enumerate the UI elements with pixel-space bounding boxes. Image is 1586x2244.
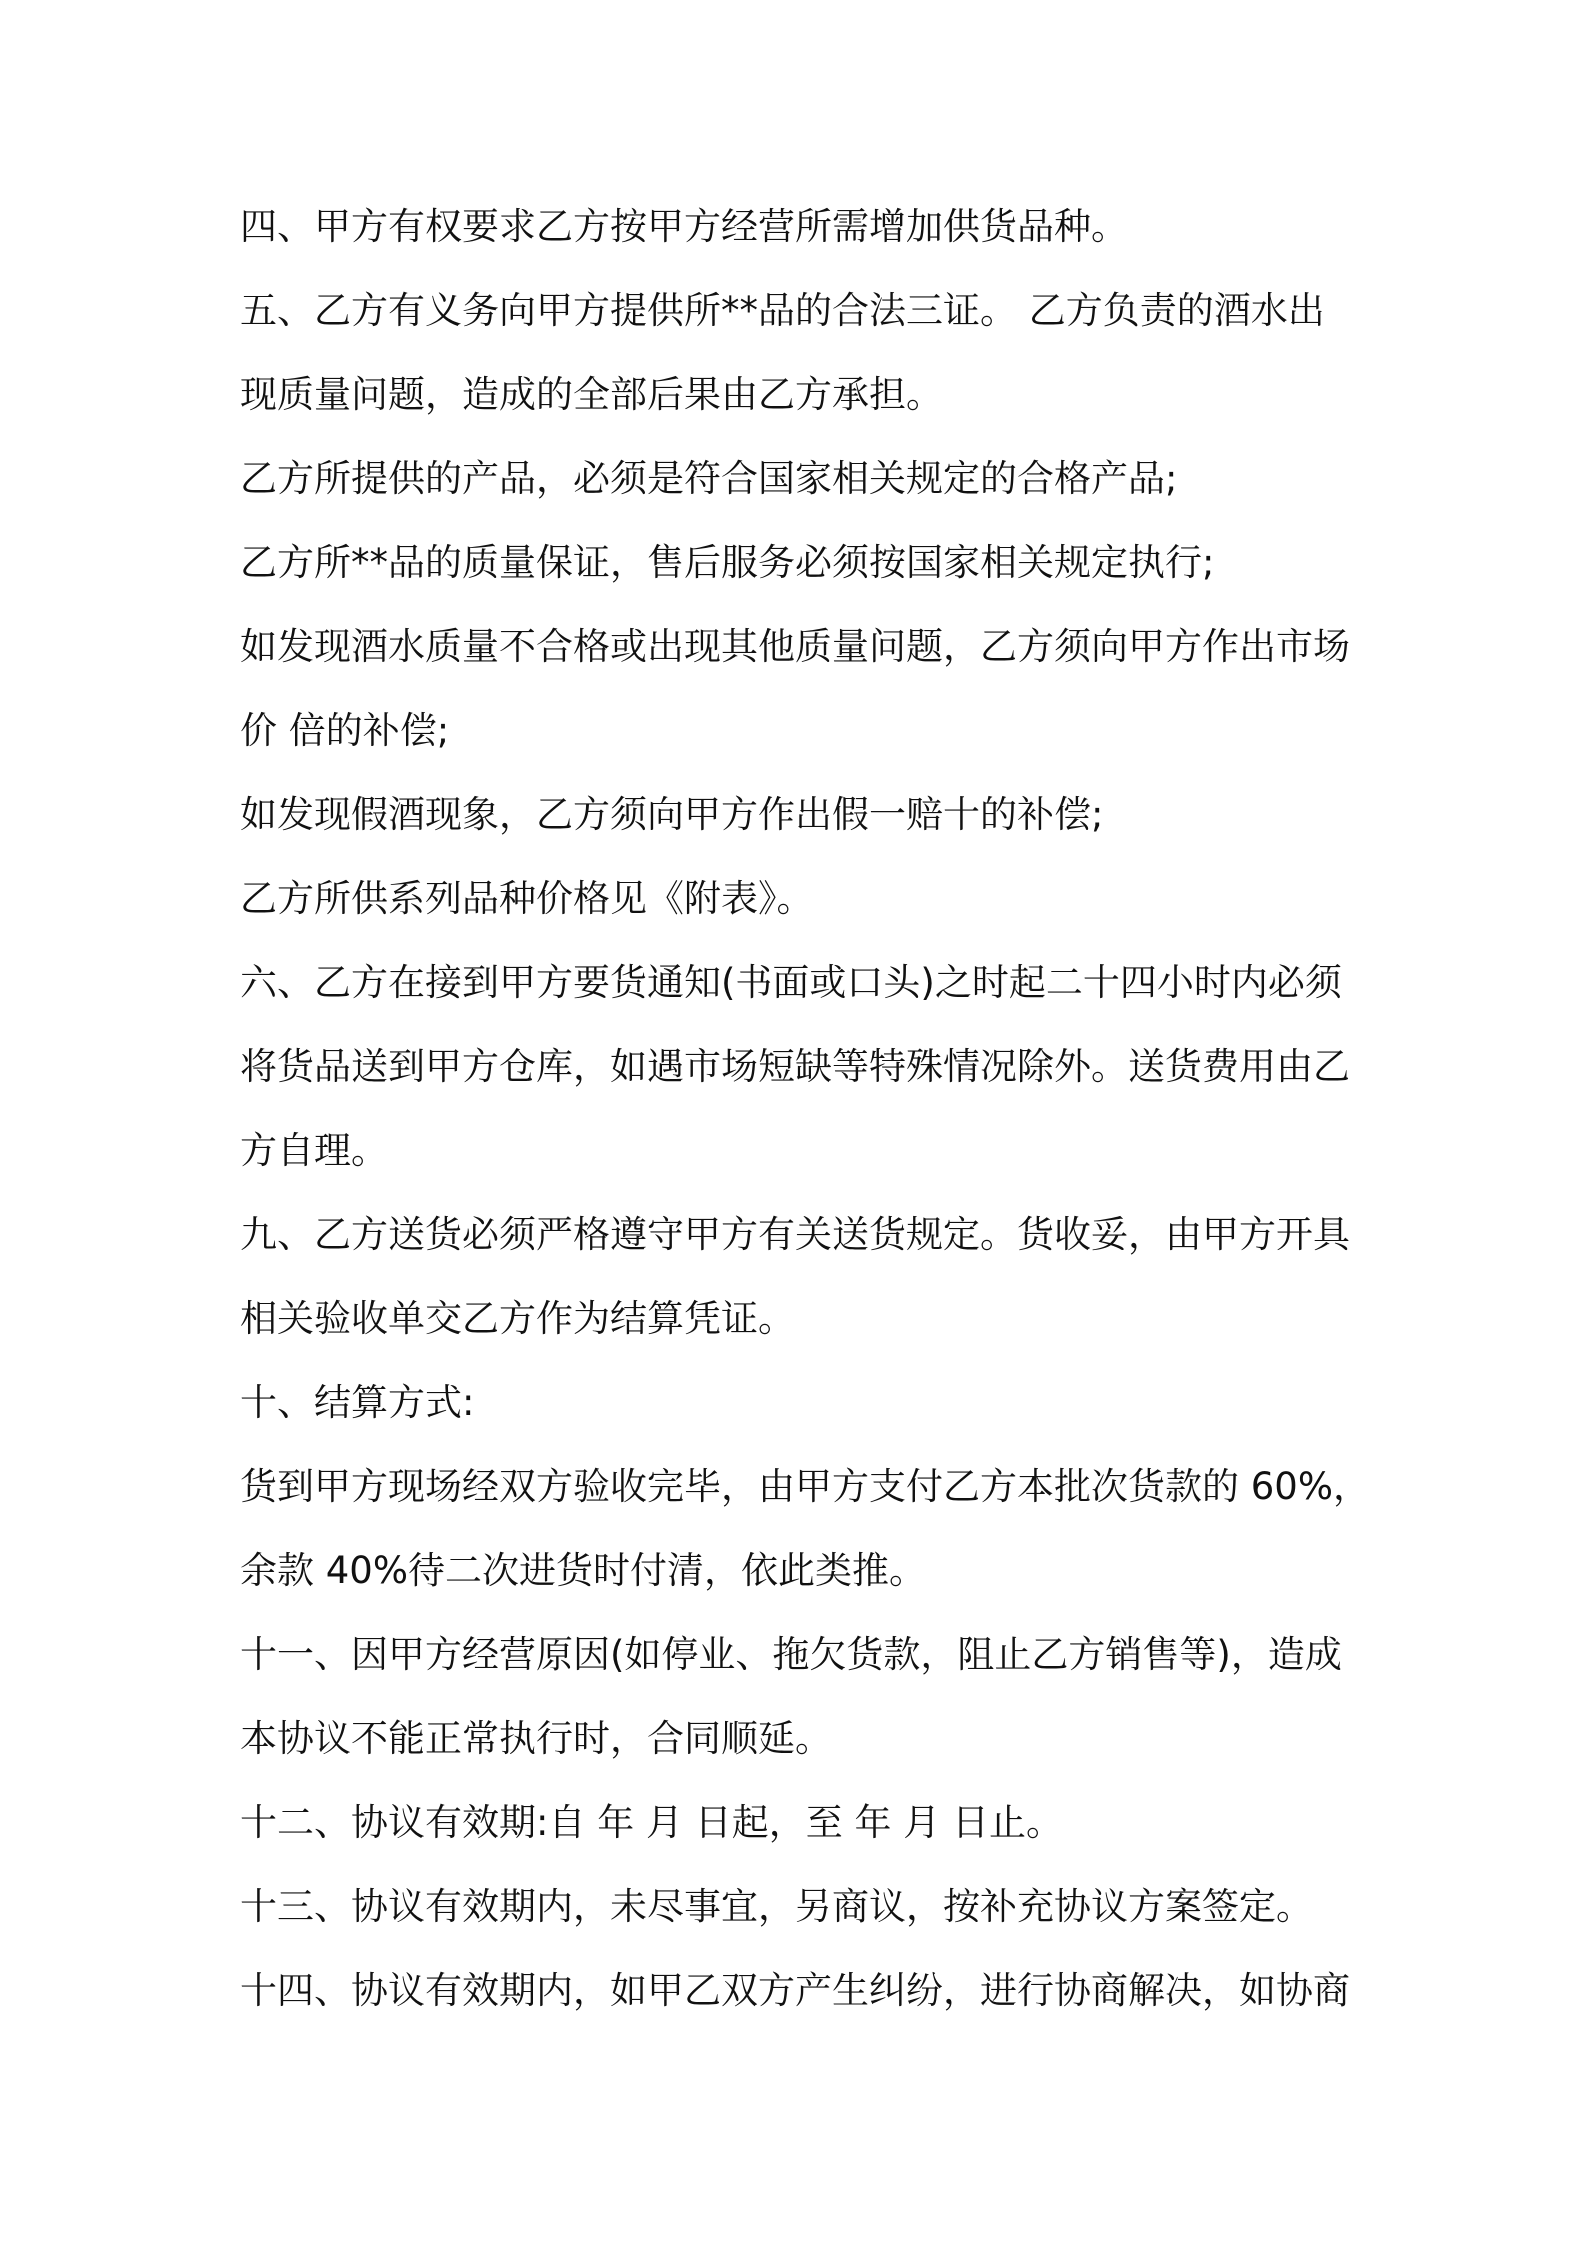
text-line: 乙方所提供的产品，必须是符合国家相关规定的合格产品; [240, 457, 1178, 500]
document-body [240, 198, 1370, 2046]
text-line: 方自理。 [240, 1129, 388, 1172]
text-line: 五、乙方有义务向甲方提供所**品的合法三证。 乙方负责的酒水出 [240, 289, 1325, 332]
text-line: 十一、因甲方经营原因(如停业、拖欠货款，阻止乙方销售等)，造成 [240, 1633, 1342, 1676]
text-line: 九、乙方送货必须严格遵守甲方有关送货规定。货收妥，由甲方开具 [240, 1213, 1350, 1256]
text-line: 如发现假酒现象，乙方须向甲方作出假一赔十的补偿; [240, 793, 1104, 836]
text-line: 本协议不能正常执行时，合同顺延。 [240, 1717, 832, 1760]
text-line: 余款 40%待二次进货时付清，依此类推。 [240, 1549, 926, 1592]
text-line: 十三、协议有效期内，未尽事宜，另商议，按补充协议方案签定。 [240, 1885, 1313, 1928]
text-line: 六、乙方在接到甲方要货通知(书面或口头)之时起二十四小时内必须 [240, 961, 1342, 1004]
text-line: 十、结算方式: [240, 1381, 475, 1424]
text-line: 十四、协议有效期内，如甲乙双方产生纠纷，进行协商解决，如协商 [240, 1969, 1350, 2012]
text-line: 乙方所**品的质量保证，售后服务必须按国家相关规定执行; [240, 541, 1215, 584]
text-line: 相关验收单交乙方作为结算凭证。 [240, 1297, 795, 1340]
text-line: 十二、协议有效期:自 年 月 日起，至 年 月 日止。 [240, 1801, 1064, 1844]
text-line: 乙方所供系列品种价格见《附表》。 [240, 877, 814, 920]
text-line: 货到甲方现场经双方验收完毕，由甲方支付乙方本批次货款的 60%， [240, 1465, 1370, 1508]
text-line: 价 倍的补偿; [240, 709, 450, 752]
text-line: 四、甲方有权要求乙方按甲方经营所需增加供货品种。 [240, 205, 1128, 248]
text-line: 将货品送到甲方仓库，如遇市场短缺等特殊情况除外。送货费用由乙 [240, 1045, 1350, 1088]
text-line: 如发现酒水质量不合格或出现其他质量问题，乙方须向甲方作出市场 [240, 625, 1350, 668]
text-line: 现质量问题，造成的全部后果由乙方承担。 [240, 373, 943, 416]
